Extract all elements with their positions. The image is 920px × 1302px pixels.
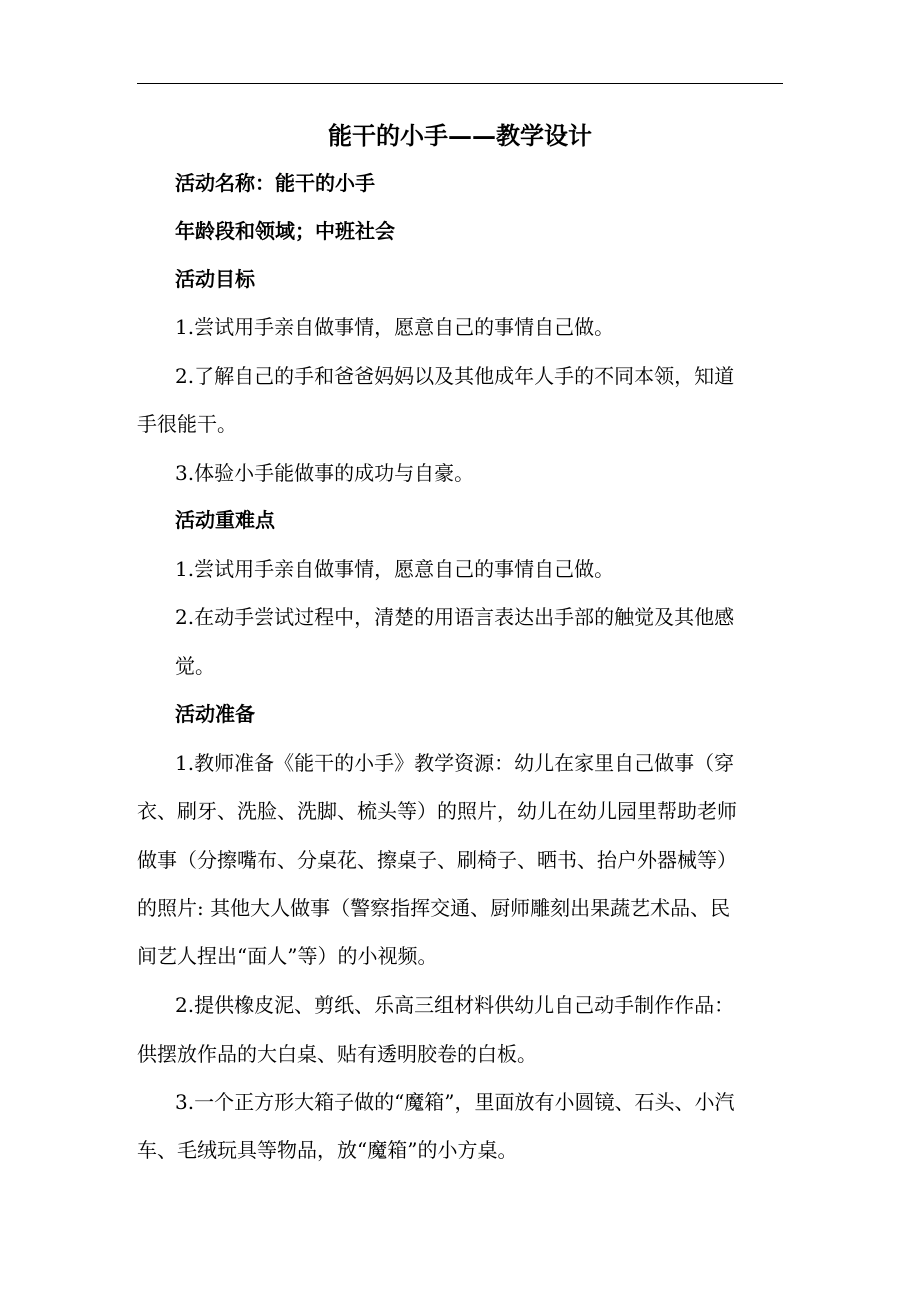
preparation-item-3: 3.一个正方形大箱子做的“魔箱”，里面放有小圆镜、石头、小汽 [175,1090,735,1114]
goal-item-2: 2.了解自己的手和爸爸妈妈以及其他成年人手的不同本领，知道 [175,364,735,388]
goals-heading: 活动目标 [175,267,255,291]
header-rule [137,83,783,84]
preparation-item-1-line-4: 的照片: 其他大人做事（警察指挥交通、厨师雕刻出果蔬艺术品、民 [137,896,731,920]
preparation-item-2-line-2: 供摆放作品的大白桌、贴有透明胶卷的白板。 [137,1042,537,1066]
preparation-heading: 活动准备 [175,702,255,726]
activity-name-line: 活动名称：能干的小手 [175,171,375,195]
preparation-item-1-line-2: 衣、刷牙、洗脸、洗脚、梳头等）的照片，幼儿在幼儿园里帮助老师 [137,799,737,823]
key-point-item-2-continued: 觉。 [175,654,215,678]
age-and-field-line: 年龄段和领域；中班社会 [175,219,395,243]
preparation-item-2: 2.提供橡皮泥、剪纸、乐高三组材料供幼儿自己动手制作作品： [175,993,735,1017]
goal-item-2-continued: 手很能干。 [137,412,237,436]
preparation-item-1-line-5: 间艺人捏出“面人”等）的小视频。 [137,944,438,968]
key-point-item-2: 2.在动手尝试过程中，清楚的用语言表达出手部的触觉及其他感 [175,605,735,629]
goal-item-3: 3.体验小手能做事的成功与自豪。 [175,461,475,485]
key-points-heading: 活动重难点 [175,508,275,532]
goal-item-1: 1.尝试用手亲自做事情，愿意自己的事情自己做。 [175,315,615,339]
preparation-item-3-line-2: 车、毛绒玩具等物品，放“魔箱”的小方桌。 [137,1138,518,1162]
preparation-item-1-line-3: 做事（分擦嘴布、分桌花、擦桌子、刷椅子、晒书、抬户外器械等） [137,848,737,872]
document-title: 能干的小手——教学设计 [328,121,592,150]
preparation-item-1: 1.教师准备《能干的小手》教学资源：幼儿在家里自己做事（穿 [175,751,735,775]
key-point-item-1: 1.尝试用手亲自做事情，愿意自己的事情自己做。 [175,557,615,581]
